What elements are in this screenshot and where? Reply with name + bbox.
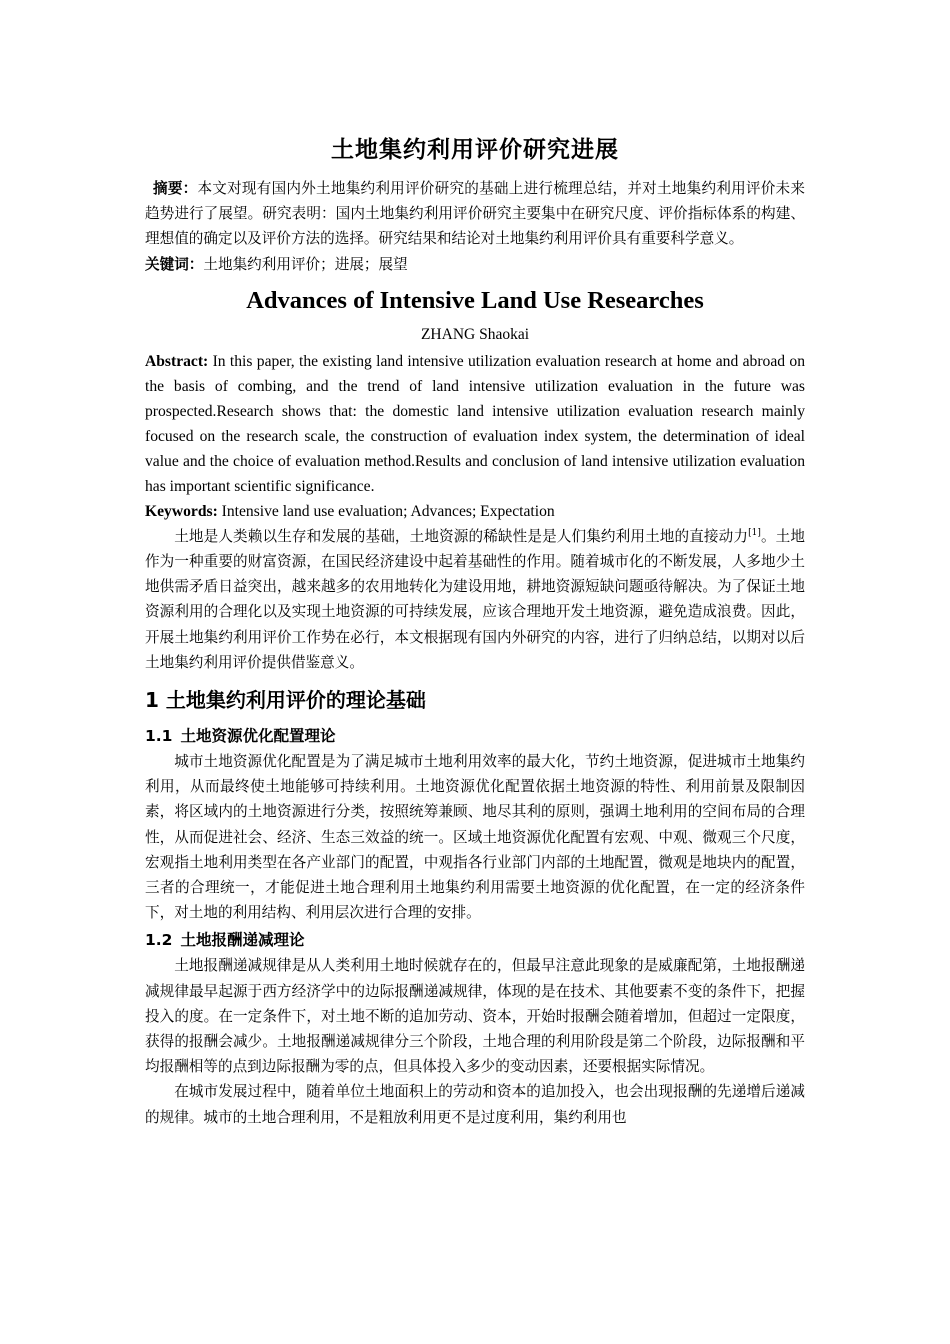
subsection-1-2-paragraph-2: 在城市发展过程中，随着单位土地面积上的劳动和资本的追加投入，也会出现报酬的先递增后递减的规律。城市的土地合理利用，不是粗放利用更不是过度利用，集约利用也: [145, 1083, 805, 1126]
introduction-text-part2: 。土地作为一种重要的财富资源，在国民经济建设中起着基础性的作用。随着城市化的不断发展，人多地少土地供需矛盾日益突出，越来越多的农用地转化为建设用地，耕地资源短缺问题亟待解决。为了保证土地资源利用的合理化以及实现土地资源的可持续发展，应该合理地开发土地资源，避免造成浪费。因此，开展土地集约利用评价工作势在必行，本文根据现有国内外研究的内容，进行了归纳总结，以期对以后土地集约利用评价提供借鉴意义。: [145, 527, 805, 671]
subsection-1-1-paragraph: 城市土地资源优化配置是为了满足城市土地利用效率的最大化，节约土地资源，促进城市土地集约利用，从而最终使土地能够可持续利用。土地资源优化配置依据土地资源的特性、利用前景及限制因素，将区域内的土地资源进行分类，按照统筹兼顾、地尽其利的原则，强调土地利用的空间布局的合理性，从而促进社会、经济、生态三效益的统一。区域土地资源优化配置有宏观、中观、微观三个尺度，宏观指土地利用类型在各产业部门的配置，中观指各行业部门内部的土地配置，微观是地块内的配置，三者的合理统一，才能促进土地合理利用土地集约利用需要土地资源的优化配置，在一定的经济条件下，对土地的利用结构、利用层次进行合理的安排。: [145, 753, 805, 922]
english-abstract-label: Abstract:: [145, 352, 209, 370]
subsection-1-1-title: 土地资源优化配置理论: [180, 727, 336, 746]
english-keywords-label: Keywords:: [145, 502, 218, 520]
english-keywords-text: Intensive land use evaluation; Advances; Expectation: [217, 502, 555, 520]
subsection-1-2-number: 1.2: [145, 931, 173, 950]
chinese-keywords-text: 土地集约利用评价；进展；展望: [203, 255, 408, 273]
paper-page: [145, 128, 805, 1130]
english-abstract: [145, 349, 805, 499]
subsection-1-2-title: 土地报酬递减理论: [180, 931, 305, 950]
chinese-abstract-text: 本文对现有国内外土地集约利用评价研究的基础上进行梳理总结，并对土地集约利用评价未来趋势进行了展望。研究表明：国内土地集约利用评价研究主要集中在研究尺度、评价指标体系的构建、理想值的确定以及评价方法的选择。研究结果和结论对土地集约利用评价具有重要科学意义。: [145, 180, 805, 248]
introduction-paragraph: [145, 524, 805, 675]
english-title: Advances of Intensive Land Use Researches: [246, 286, 704, 314]
introduction-text-part1: 土地是人类赖以生存和发展的基础，土地资源的稀缺性是是人们集约利用土地的直接动力: [174, 527, 749, 545]
citation-reference-1[interactable]: [1]: [748, 527, 761, 538]
chinese-keywords-label: 关键词：: [145, 255, 204, 273]
english-author: ZHANG Shaokai: [420, 325, 530, 343]
english-abstract-text: In this paper, the existing land intensive utilization evaluation research at home and abroad on the basis of combing, and the trend of land intensive utilization evaluation in the future was prospected.Research shows that: the domestic land intensive utilization evaluation research mainly focused on the research scale, the construction of evaluation index system, the determination of ideal value and the choice of evaluation method.Results and conclusion of land intensive utilization evaluation has important scientific significance.: [145, 352, 805, 495]
subsection-1-1-number: 1.1: [145, 727, 173, 746]
english-keywords: [145, 499, 805, 524]
chinese-title: 土地集约利用评价研究进展: [331, 137, 619, 163]
chinese-keywords: [145, 252, 805, 277]
subsection-1-1-heading: [145, 723, 805, 749]
section-1-heading: 1 土地集约利用评价的理论基础: [145, 688, 426, 713]
subsection-1-2-heading: [145, 927, 805, 953]
chinese-abstract: [145, 176, 805, 252]
chinese-abstract-label: 摘要：: [153, 180, 198, 197]
subsection-1-2-paragraph-1: 土地报酬递减规律是从人类利用土地时候就存在的，但最早注意此现象的是威廉配第，土地报酬递减规律最早起源于西方经济学中的边际报酬递减规律，体现的是在技术、其他要素不变的条件下，把握投入的度。在一定条件下，对土地不断的追加劳动、资本，开始时报酬会随着增加，但超过一定限度，获得的报酬会减少。土地报酬递减规律分三个阶段，土地合理的利用阶段是第二个阶段，边际报酬和平均报酬相等的点到边际报酬为零的点，但具体投入多少的变动因素，还要根据实际情况。: [145, 957, 805, 1076]
